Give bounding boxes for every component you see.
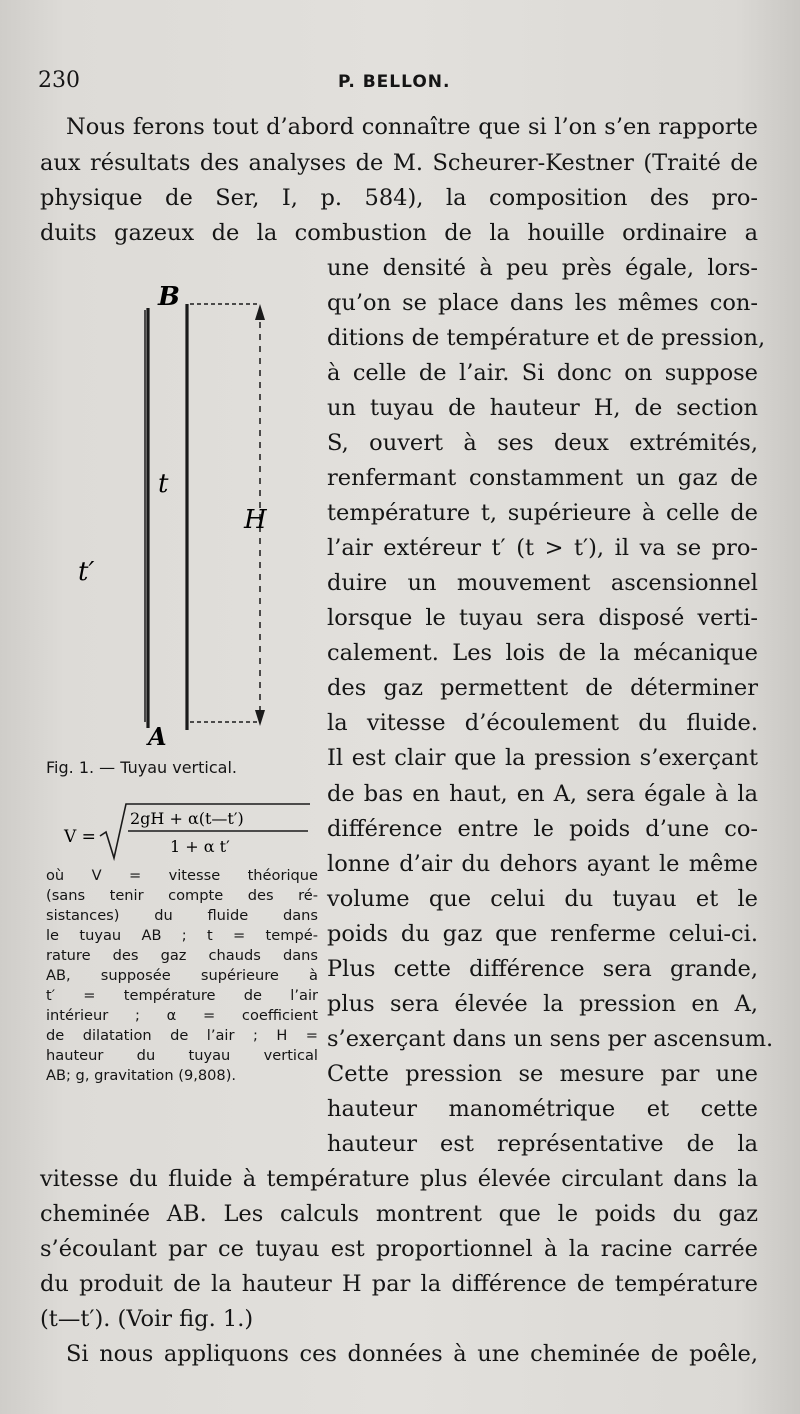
note-line: AB; g, gravitation (9,808). (46, 1067, 237, 1084)
body-line: température t, supérieure à celle de (327, 500, 758, 526)
label-t-prime: t′ (78, 557, 95, 587)
body-line: aux résultats des analyses de M. Scheurer-Kestner (Traité de (40, 150, 758, 176)
page-header (38, 68, 758, 98)
label-b: B (158, 282, 180, 312)
body-line: Plus cette différence sera grande, (327, 956, 758, 982)
body-line: (t—t′). (Voir fig. 1.) (40, 1306, 254, 1332)
body-line: renfermant constamment un gaz de (327, 465, 758, 491)
body-line: lorsque le tuyau sera disposé verti- (327, 605, 758, 631)
note-line: sistances) du fluide dans (46, 907, 318, 924)
figure-caption: Fig. 1. — Tuyau vertical. (46, 758, 237, 777)
body-line: ditions de température et de pression, (327, 325, 766, 351)
body-line: des gaz permettent de déterminer (327, 675, 758, 701)
body-line: s’écoulant par ce tuyau est proportionnel à la racine carrée (40, 1236, 758, 1262)
body-line: volume que celui du tuyau et le (327, 886, 758, 912)
formula-numerator: 2gH + α(t—t′) (130, 809, 244, 828)
body-line: un tuyau de hauteur H, de section (327, 395, 758, 421)
running-head: P. BELLON. (338, 72, 451, 92)
note-line: de dilatation de l’air ; H = (46, 1027, 318, 1044)
body-line: physique de Ser, I, p. 584), la composition des pro- (40, 185, 758, 211)
note-line: intérieur ; α = coefficient (46, 1007, 318, 1024)
height-arrow-up (255, 304, 265, 320)
note-line: (sans tenir compte des ré- (46, 887, 318, 904)
body-line: de bas en haut, en A, sera égale à la (327, 781, 758, 807)
label-h: H (244, 505, 267, 535)
body-line: Nous ferons tout d’abord connaître que si l’on s’en rapporte (66, 114, 758, 140)
note-line: t′ = température de l’air (46, 987, 318, 1004)
body-line: une densité à peu près égale, lors- (327, 255, 758, 281)
body-line: calement. Les lois de la mécanique (327, 640, 758, 666)
label-a: A (148, 722, 167, 750)
body-line: la vitesse d’écoulement du fluide. (327, 710, 758, 736)
body-line: plus sera élevée la pression en A, (327, 991, 758, 1017)
body-line: à celle de l’air. Si donc on suppose (327, 360, 758, 386)
body-line: duits gazeux de la combustion de la houille ordinaire a (40, 220, 758, 246)
body-line: hauteur manométrique et cette (327, 1096, 758, 1122)
body-line: Si nous appliquons ces données à une cheminée de poêle, (66, 1341, 758, 1367)
body-line: qu’on se place dans les mêmes con- (327, 290, 758, 316)
page-number: 230 (38, 68, 80, 93)
formula-denominator: 1 + α t′ (170, 837, 230, 856)
note-line: où V = vitesse théorique (46, 867, 318, 884)
body-line: vitesse du fluide à température plus élevée circulant dans la (40, 1166, 758, 1192)
label-t: t (158, 469, 169, 499)
body-line: différence entre le poids d’une co- (327, 816, 758, 842)
note-line: AB, supposée supérieure à (46, 967, 318, 984)
note-line: le tuyau AB ; t = tempé- (46, 927, 318, 944)
body-line: du produit de la hauteur H par la différence de température (40, 1271, 758, 1297)
body-line: duire un mouvement ascensionnel (327, 570, 758, 596)
velocity-formula (58, 800, 320, 862)
body-line: l’air extéreur t′ (t > t′), il va se pro- (327, 535, 758, 561)
note-line: rature des gaz chauds dans (46, 947, 318, 964)
figure-tuyau-vertical (60, 270, 310, 750)
body-line: S, ouvert à ses deux extrémités, (327, 430, 758, 456)
body-line: cheminée AB. Les calculs montrent que le poids du gaz (40, 1201, 758, 1227)
body-line: Il est clair que la pression s’exerçant (327, 745, 758, 771)
body-line: lonne d’air du dehors ayant le même (327, 851, 758, 877)
note-line: hauteur du tuyau vertical (46, 1047, 318, 1064)
formula-lhs: V = (64, 827, 96, 847)
height-arrow-down (255, 710, 265, 726)
body-line: hauteur est représentative de la (327, 1131, 758, 1157)
body-line: poids du gaz que renferme celui-ci. (327, 921, 758, 947)
body-line: s’exerçant dans un sens per ascensum. (327, 1026, 774, 1052)
body-line: Cette pression se mesure par une (327, 1061, 758, 1087)
